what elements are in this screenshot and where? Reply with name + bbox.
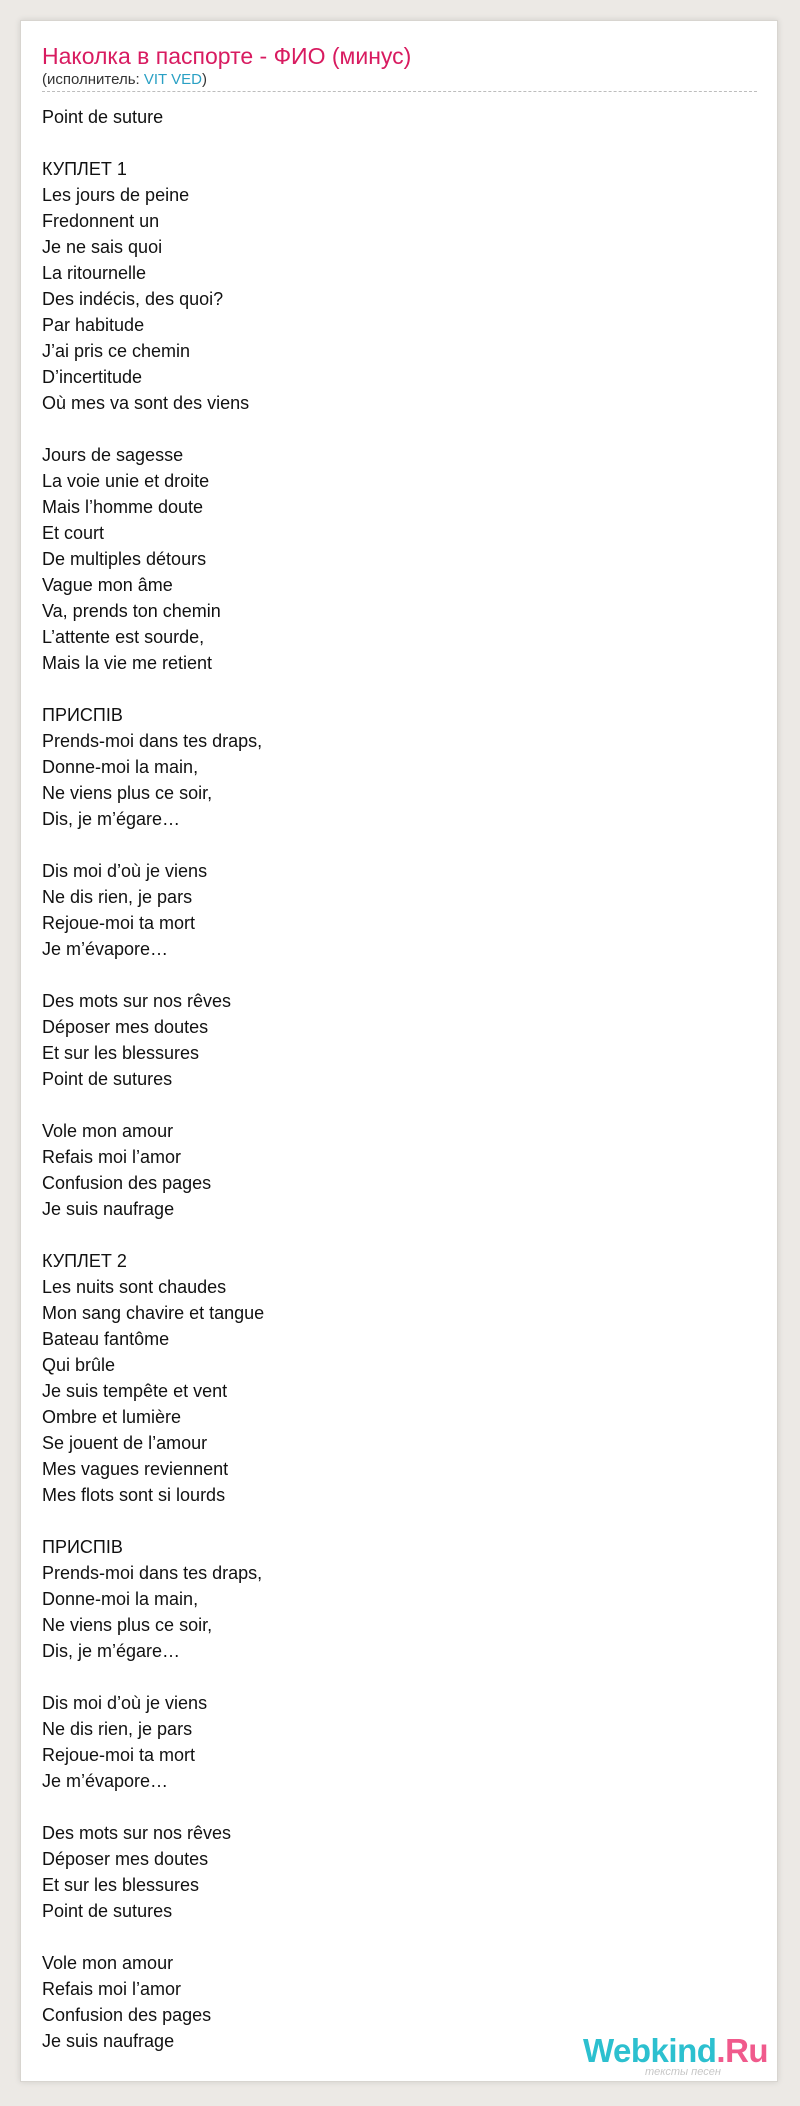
lyrics-blank-line [42, 130, 742, 156]
lyrics-line: Vole mon amour [42, 1953, 174, 1973]
lyrics-blank-line [42, 1222, 742, 1248]
lyrics-card [20, 20, 778, 2082]
lyrics-line: Mon sang chavire et tangue [42, 1303, 265, 1323]
lyrics-blank-line [42, 1508, 742, 1534]
lyrics-line: Déposer mes doutes [42, 1017, 209, 1037]
lyrics-blank-line [42, 832, 742, 858]
lyrics-line: Dis moi d’où je viens [42, 861, 208, 881]
lyrics-line: Prends-moi dans tes draps, [42, 731, 263, 751]
lyrics-line: Des indécis, des quoi? [42, 289, 224, 309]
lyrics-line: Point de sutures [42, 1069, 173, 1089]
lyrics-line: Des mots sur nos rêves [42, 991, 232, 1011]
lyrics-line: Je suis tempête et vent [42, 1381, 228, 1401]
lyrics-line: КУПЛЕТ 2 [42, 1251, 127, 1271]
lyrics-line: Rejoue-moi ta mort [42, 1745, 196, 1765]
lyrics-line: Jours de sagesse [42, 445, 184, 465]
lyrics-line: Des mots sur nos rêves [42, 1823, 232, 1843]
lyrics-line: Prends-moi dans tes draps, [42, 1563, 263, 1583]
lyrics-line: Confusion des pages [42, 1173, 212, 1193]
lyrics-line: ПРИСПІВ [42, 705, 123, 725]
lyrics-line: Point de sutures [42, 1901, 173, 1921]
site-logo[interactable] [583, 2032, 769, 2078]
lyrics-line: Point de suture [42, 107, 164, 127]
performer-line [42, 71, 757, 92]
lyrics-blank-line [42, 1924, 742, 1950]
lyrics-blank-line [42, 416, 742, 442]
lyrics-line: Refais moi l’amor [42, 1147, 182, 1167]
lyrics-line: Rejoue-moi ta mort [42, 913, 196, 933]
lyrics-line: Les nuits sont chaudes [42, 1277, 227, 1297]
performer-prefix: (исполнитель: [42, 71, 144, 88]
lyrics-blank-line [42, 1664, 742, 1690]
lyrics-text [42, 104, 742, 2054]
lyrics-line: Refais moi l’amor [42, 1979, 182, 1999]
lyrics-line: Par habitude [42, 315, 145, 335]
lyrics-line: Dis, je m’égare… [42, 1641, 181, 1661]
lyrics-line: J’ai pris ce chemin [42, 341, 191, 361]
lyrics-line: Je m’évapore… [42, 939, 169, 959]
lyrics-blank-line [42, 1794, 742, 1820]
lyrics-line: Je m’évapore… [42, 1771, 169, 1791]
lyrics-line: Donne-moi la main, [42, 1589, 199, 1609]
lyrics-line: Les jours de peine [42, 185, 190, 205]
lyrics-line: Dis moi d’où je viens [42, 1693, 208, 1713]
lyrics-line: Qui brûle [42, 1355, 116, 1375]
lyrics-line: Ombre et lumière [42, 1407, 182, 1427]
lyrics-line: Mais la vie me retient [42, 653, 213, 673]
lyrics-line: Ne viens plus ce soir, [42, 1615, 213, 1635]
lyrics-line: ПРИСПІВ [42, 1537, 123, 1557]
lyrics-line: КУПЛЕТ 1 [42, 159, 127, 179]
lyrics-line: Et court [42, 523, 105, 543]
lyrics-line: Mais l’homme doute [42, 497, 204, 517]
lyrics-line: Ne dis rien, je pars [42, 1719, 193, 1739]
lyrics-blank-line [42, 1092, 742, 1118]
lyrics-line: Bateau fantôme [42, 1329, 170, 1349]
song-header [42, 41, 757, 92]
lyrics-line: Je suis naufrage [42, 2031, 175, 2051]
lyrics-line: Mes flots sont si lourds [42, 1485, 226, 1505]
lyrics-line: Je suis naufrage [42, 1199, 175, 1219]
performer-link[interactable]: VIT VED [143, 71, 202, 88]
lyrics-line: L’attente est sourde, [42, 627, 205, 647]
lyrics-line: Donne-moi la main, [42, 757, 199, 777]
lyrics-line: Vole mon amour [42, 1121, 174, 1141]
lyrics-line: La voie unie et droite [42, 471, 210, 491]
lyrics-line: Mes vagues reviennent [42, 1459, 229, 1479]
lyrics-line: Fredonnent un [42, 211, 160, 231]
lyrics-line: Je ne sais quoi [42, 237, 163, 257]
lyrics-line: Se jouent de l’amour [42, 1433, 208, 1453]
lyrics-line: Confusion des pages [42, 2005, 212, 2025]
lyrics-line: Et sur les blessures [42, 1043, 200, 1063]
logo-tld-text: .Ru [716, 2032, 769, 2069]
lyrics-line: Va, prends ton chemin [42, 601, 221, 621]
lyrics-line: Dis, je m’égare… [42, 809, 181, 829]
logo-wordmark [583, 2033, 768, 2069]
lyrics-line: Où mes va sont des viens [42, 393, 250, 413]
lyrics-line: Ne viens plus ce soir, [42, 783, 213, 803]
logo-tagline: тексты песен [645, 2066, 721, 2078]
lyrics-blank-line [42, 962, 742, 988]
lyrics-blank-line [42, 676, 742, 702]
lyrics-line: D’incertitude [42, 367, 143, 387]
lyrics-line: Ne dis rien, je pars [42, 887, 193, 907]
page-title: Наколка в паспорте - ФИО (минус) [42, 43, 412, 69]
performer-suffix: ) [201, 71, 207, 88]
lyrics-line: La ritournelle [42, 263, 147, 283]
logo-main-text: Webkind [583, 2032, 717, 2069]
lyrics-line: Déposer mes doutes [42, 1849, 209, 1869]
lyrics-line: Et sur les blessures [42, 1875, 200, 1895]
lyrics-line: De multiples détours [42, 549, 207, 569]
lyrics-line: Vague mon âme [42, 575, 173, 595]
